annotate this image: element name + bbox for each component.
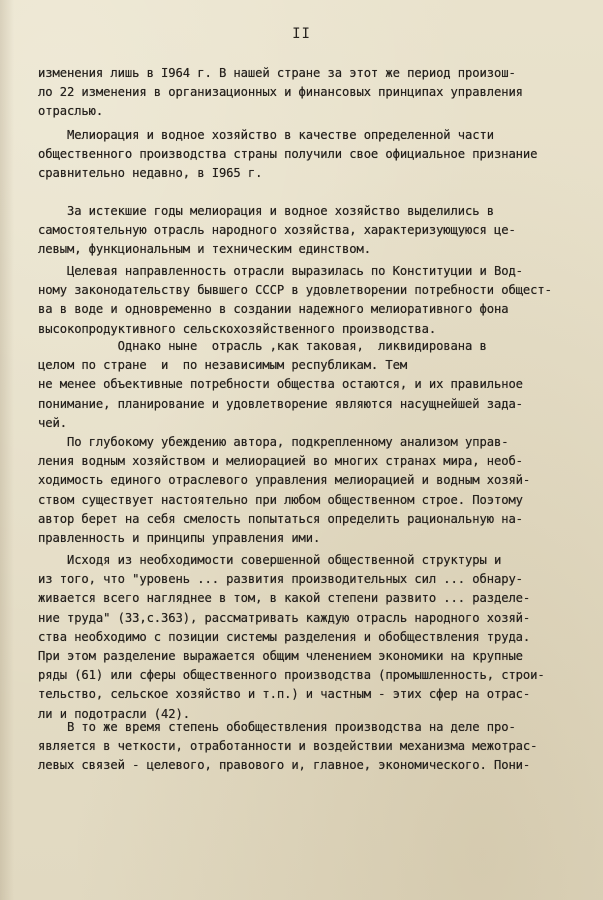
text-line: правленность и принципы управления ими. [38, 531, 321, 545]
text-line: самостоятельную отрасль народного хозяйства, характеризующуюся це- [38, 223, 516, 238]
text-line: сравнительно недавно, в I965 г. [38, 166, 263, 181]
text-line: левым, функциональным и техническим единством. [38, 242, 371, 257]
text-line: ления водным хозяйством и мелиорацией во многих странах мира, необ- [38, 454, 523, 469]
text-line: При этом разделение выражается общим членением экономики на крупные [38, 649, 523, 663]
text-line: является в четкости, отработанности и воздействии механизма межотрас- [38, 739, 538, 754]
text-line: из того, что "уровень ... развития производительных сил ... обнару- [38, 572, 523, 587]
text-line: По глубокому убеждению автора, подкрепленному анализом управ- [38, 435, 509, 449]
text-line: ством существует настоятельно при любом общественном строе. Поэтому [38, 492, 523, 507]
text-line: За истекшие годы мелиорация и водное хозяйство выделились в [38, 204, 494, 218]
text-line: Целевая направленность отрасли выразилась по Конституции и Вод- [38, 264, 523, 278]
text-line: тельство, сельское хозяйство и т.п.) и частным - этих сфер на отрас- [38, 687, 531, 702]
text-line: высокопродуктивного сельскохозяйственного производства. [38, 321, 437, 336]
page-edge-shadow [0, 0, 14, 900]
text-line: не менее объективные потребности общества остаются, и их правильное [38, 377, 523, 392]
text-line: ства необходимо с позиции системы разделения и обобществления труда. [38, 629, 531, 644]
text-line: Исходя из необходимости совершенной общественной структуры и [38, 553, 502, 567]
text-line: В то же время степень обобществления производства на деле про- [38, 720, 516, 734]
text-line: общественного производства страны получили свое официальное признание [38, 147, 538, 162]
page-number: II [292, 26, 311, 42]
text-line: ному законодательству бывшего СССР в удовлетворении потребности общест- [38, 283, 552, 298]
text-line: Мелиорация и водное хозяйство в качестве определенной части [38, 128, 494, 142]
text-line: отраслью. [38, 104, 104, 119]
text-line: целом по стране и по независимым республикам. Тем [38, 358, 408, 373]
text-line: чей. [38, 415, 67, 430]
text-line: ходимость единого отраслевого управления мелиорацией и водным хозяй- [38, 473, 531, 488]
text-line: понимание, планирование и удовлетворение являются насущнейшей зада- [38, 396, 523, 411]
text-line: ло 22 изменения в организационных и финансовых принципах управления [38, 85, 523, 100]
text-line: Однако ныне отрасль ,как таковая, ликвидирована в [38, 339, 487, 353]
text-line: живается всего нагляднее в том, в какой степени развито ... разделе- [38, 591, 531, 606]
text-line: автор берет на себя смелость попытаться определить рациональную на- [38, 511, 523, 526]
text-line: изменения лишь в I964 г. В нашей стране за этот же период произош- [38, 66, 516, 80]
text-line: ряды (61) или сферы общественного производства (промышленность, строи- [38, 668, 545, 683]
text-line: ние труда" (33,с.363), рассматривать каждую отрасль народного хозяй- [38, 610, 531, 625]
text-line: левых связей - целевого, правового и, главное, экономического. Пони- [38, 758, 531, 773]
text-line: ва в воде и одновременно в создании надежного мелиоративного фона [38, 302, 509, 317]
text-line: ли и подотрасли (42). [38, 706, 190, 721]
